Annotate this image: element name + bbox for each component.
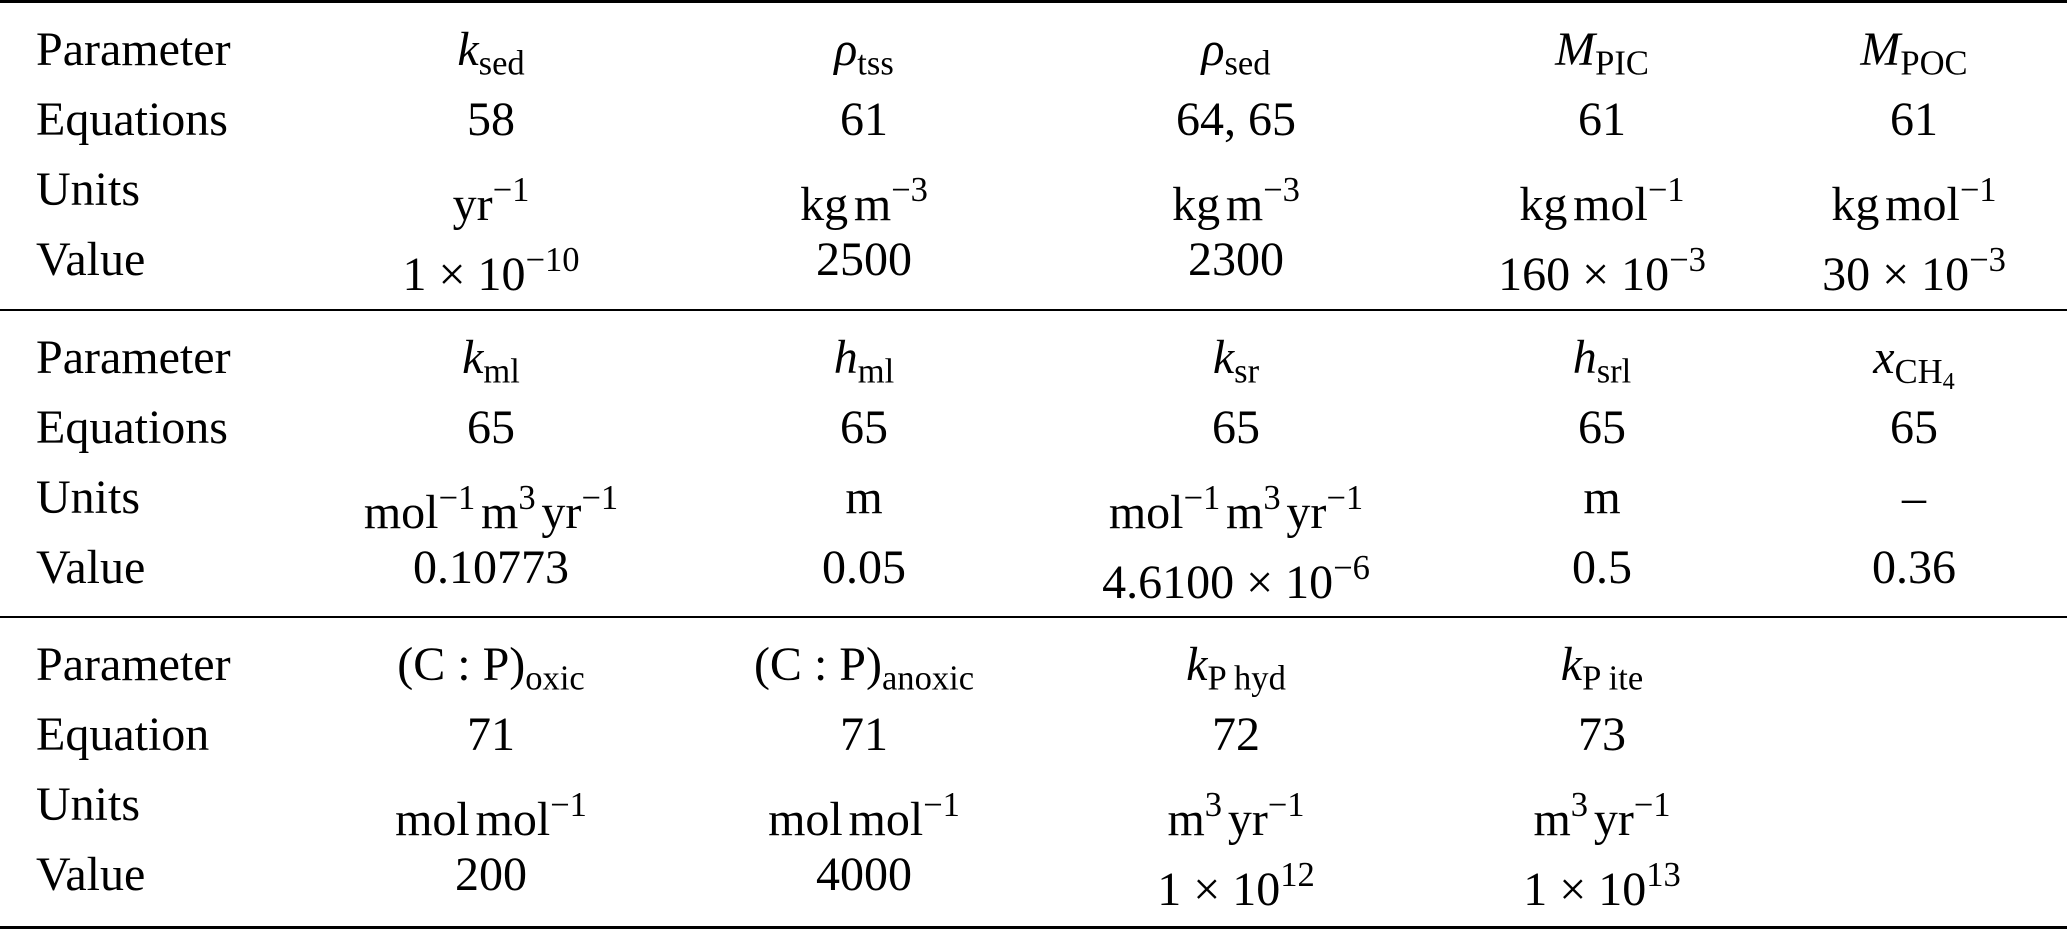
row-label: Units: [36, 778, 141, 831]
equation-cell: 64, 65: [1176, 93, 1296, 146]
table-row-value: [0, 225, 2067, 301]
table-row-value: [0, 533, 2067, 609]
equation-cell: 71: [840, 708, 888, 761]
value-cell: 2300: [1188, 233, 1284, 286]
table-row-parameter: [0, 323, 2067, 393]
equation-cell: 61: [840, 93, 888, 146]
parameter-cell: $k_{P ite}$: [1560, 638, 1644, 698]
units-cell: $m^3$ $yr^{-1}$: [1167, 786, 1305, 846]
parameter-cell: $M_{PIC}$: [1555, 23, 1649, 83]
equation-cell: 65: [1212, 401, 1260, 454]
units-cell: –: [1902, 471, 1926, 524]
parameter-cell: $h_{srl}$: [1572, 331, 1632, 391]
parameter-cell: $\rho_{tss}$: [834, 23, 894, 83]
row-label: Parameter: [36, 638, 231, 691]
value-cell: $1 \times 10^{13}$: [1523, 856, 1681, 916]
row-label: Value: [36, 233, 146, 286]
value-cell: 0.05: [822, 541, 906, 594]
value-cell: 0.5: [1572, 541, 1632, 594]
table-row-parameter: [0, 630, 2067, 700]
value-cell: $4.6100 \times 10^{-6}$: [1102, 549, 1370, 609]
equation-cell: 65: [840, 401, 888, 454]
parameter-cell: $k_{sr}$: [1212, 331, 1260, 391]
value-cell: $160 \times 10^{-3}$: [1498, 241, 1706, 301]
equation-cell: 71: [467, 708, 515, 761]
value-cell: $30 \times 10^{-3}$: [1822, 241, 2006, 301]
equation-cell: 65: [467, 401, 515, 454]
equation-cell: 61: [1890, 93, 1938, 146]
row-label: Value: [36, 848, 146, 901]
value-cell: 2500: [816, 233, 912, 286]
table-row-equation: [0, 700, 2067, 770]
parameter-cell: $M_{POC}$: [1860, 23, 1968, 83]
table-row-value: [0, 840, 2067, 916]
table-row-equations: [0, 85, 2067, 155]
row-label: Equation: [36, 708, 210, 761]
section-rule-1: [0, 309, 2067, 311]
table-row-parameter: [0, 15, 2067, 85]
row-label: Parameter: [36, 23, 231, 76]
units-cell: mol mol$^{-1}$: [768, 786, 960, 846]
section-rule-2: [0, 616, 2067, 618]
parameter-cell: $k_{sed}$: [457, 23, 525, 83]
units-cell: mol$^{-1}$ $m^3$ $yr^{-1}$: [363, 479, 619, 539]
value-cell: 200: [455, 848, 527, 901]
value-cell: 0.10773: [413, 541, 569, 594]
row-label: Units: [36, 471, 141, 524]
value-cell: 0.36: [1872, 541, 1956, 594]
parameter-cell: (C : $P)_{anoxic}$: [753, 638, 975, 698]
units-cell: m: [845, 471, 883, 524]
top-rule: [0, 0, 2067, 3]
bottom-rule: [0, 926, 2067, 929]
equation-cell: 65: [1578, 401, 1626, 454]
units-cell: $m^3$ $yr^{-1}$: [1533, 786, 1671, 846]
row-label: Equations: [36, 401, 228, 454]
units-cell: m: [1583, 471, 1621, 524]
row-label: Units: [36, 163, 141, 216]
row-label: Value: [36, 541, 146, 594]
equation-cell: 72: [1212, 708, 1260, 761]
units-cell: kg $m^{-3}$: [1172, 171, 1300, 231]
value-cell: $1 \times 10^{-10}$: [402, 241, 580, 301]
value-cell: 4000: [816, 848, 912, 901]
table-row-units: [0, 463, 2067, 539]
parameter-cell: $k_{P hyd}$: [1186, 638, 1286, 698]
equation-cell: 58: [467, 93, 515, 146]
table-row-units: [0, 770, 2067, 846]
table-row-equations: [0, 393, 2067, 463]
equation-cell: 65: [1890, 401, 1938, 454]
row-label: Parameter: [36, 331, 231, 384]
parameter-cell: $\rho_{sed}$: [1201, 23, 1271, 83]
units-cell: mol mol$^{-1}$: [395, 786, 587, 846]
units-cell: kg mol$^{-1}$: [1831, 171, 1997, 231]
equation-cell: 73: [1578, 708, 1626, 761]
row-label: Equations: [36, 93, 228, 146]
parameter-cell: $x_{CH4}$: [1873, 331, 1955, 395]
units-cell: $yr^{-1}$: [452, 171, 530, 231]
units-cell: kg $m^{-3}$: [800, 171, 928, 231]
table-row-units: [0, 155, 2067, 231]
parameter-cell: (C : $P)_{oxic}$: [397, 638, 585, 698]
units-cell: mol$^{-1}$ $m^3$ $yr^{-1}$: [1108, 479, 1364, 539]
parameter-cell: $k_{ml}$: [462, 331, 520, 391]
value-cell: $1 \times 10^{12}$: [1157, 856, 1315, 916]
units-cell: kg mol$^{-1}$: [1519, 171, 1685, 231]
equation-cell: 61: [1578, 93, 1626, 146]
parameter-cell: $h_{ml}$: [833, 331, 895, 391]
